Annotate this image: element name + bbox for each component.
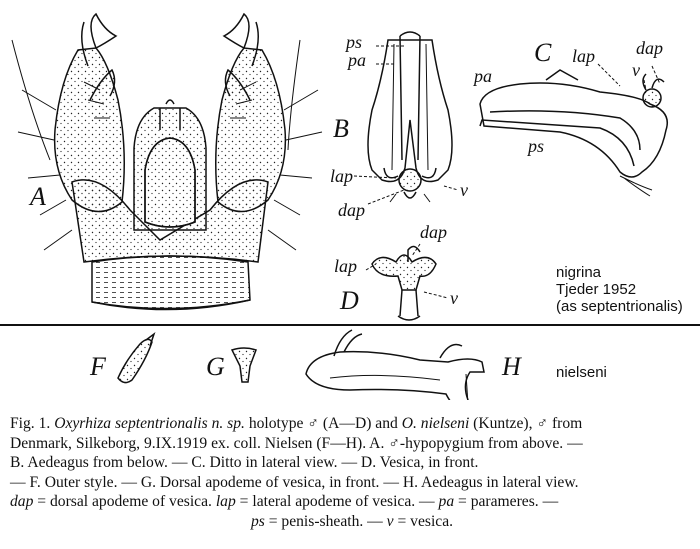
figure-g-dorsal-apodeme [232, 348, 256, 382]
label-f: F [90, 352, 106, 381]
figure-d-vesica [372, 246, 436, 320]
label-c: C [534, 38, 552, 67]
label-dap-d: dap [420, 222, 447, 242]
note-nigrina [556, 264, 683, 315]
label-lap-b: lap [330, 166, 354, 186]
note-nigrina-synonym: (as septentrionalis) [556, 298, 683, 315]
figure-a-hypopygium [12, 14, 322, 310]
note-nielseni: nielseni [556, 364, 607, 381]
label-pa-b: pa [348, 50, 366, 70]
caption-line-4: — F. Outer style. — G. Dorsal apodeme of vesica, in front. — H. Aedeagus in lateral view. [10, 473, 579, 491]
figure-b-aedeagus [368, 32, 452, 202]
label-lap-d: lap [334, 256, 358, 276]
label-h: H [502, 352, 521, 381]
caption-line-5: dap = dorsal apodeme of vesica. lap = lateral apodeme of vesica. — pa = parameres. — [10, 493, 559, 511]
section-divider [0, 324, 700, 326]
label-v-d: v [450, 288, 458, 308]
label-pa-c: pa [474, 66, 492, 86]
caption-line-6: ps = penis-sheath. — v = vesica. [250, 512, 454, 530]
note-nigrina-name: nigrina [556, 264, 602, 281]
species-name-2: O. nielseni [401, 415, 470, 432]
label-a: A [30, 182, 46, 211]
note-nigrina-author: Tjeder 1952 [556, 281, 637, 298]
caption-line-1: Fig. 1. Oxyrhiza septentrionalis n. sp. holotype ♂ (A—D) and O. nielseni (Kuntze), ♂ from [10, 415, 583, 432]
label-v-b: v [460, 180, 468, 200]
label-v-c: v [632, 60, 640, 80]
figure-c-aedeagus-lateral [480, 70, 667, 196]
caption-line-2: Denmark, Silkeborg, 9.IX.1919 ex. coll. Nielsen (F—H). A. ♂-hypopygium from above. — [10, 434, 583, 452]
label-ps-c: ps [528, 136, 545, 156]
species-name: Oxyrhiza septentrionalis n. sp. [54, 415, 245, 432]
figure-f-outer-style [118, 334, 154, 383]
label-ps-b: ps [346, 32, 363, 52]
label-b: B [333, 114, 349, 143]
figure-caption [10, 414, 694, 532]
label-d: D [340, 286, 359, 315]
label-lap-c: lap [572, 46, 596, 66]
label-dap-c: dap [636, 38, 663, 58]
label-dap-b: dap [338, 200, 365, 220]
label-g: G [206, 352, 225, 381]
caption-line-3: B. Aedeagus from below. — C. Ditto in lateral view. — D. Vesica, in front. [10, 454, 479, 472]
figure-h-aedeagus-nielseni [306, 330, 484, 400]
